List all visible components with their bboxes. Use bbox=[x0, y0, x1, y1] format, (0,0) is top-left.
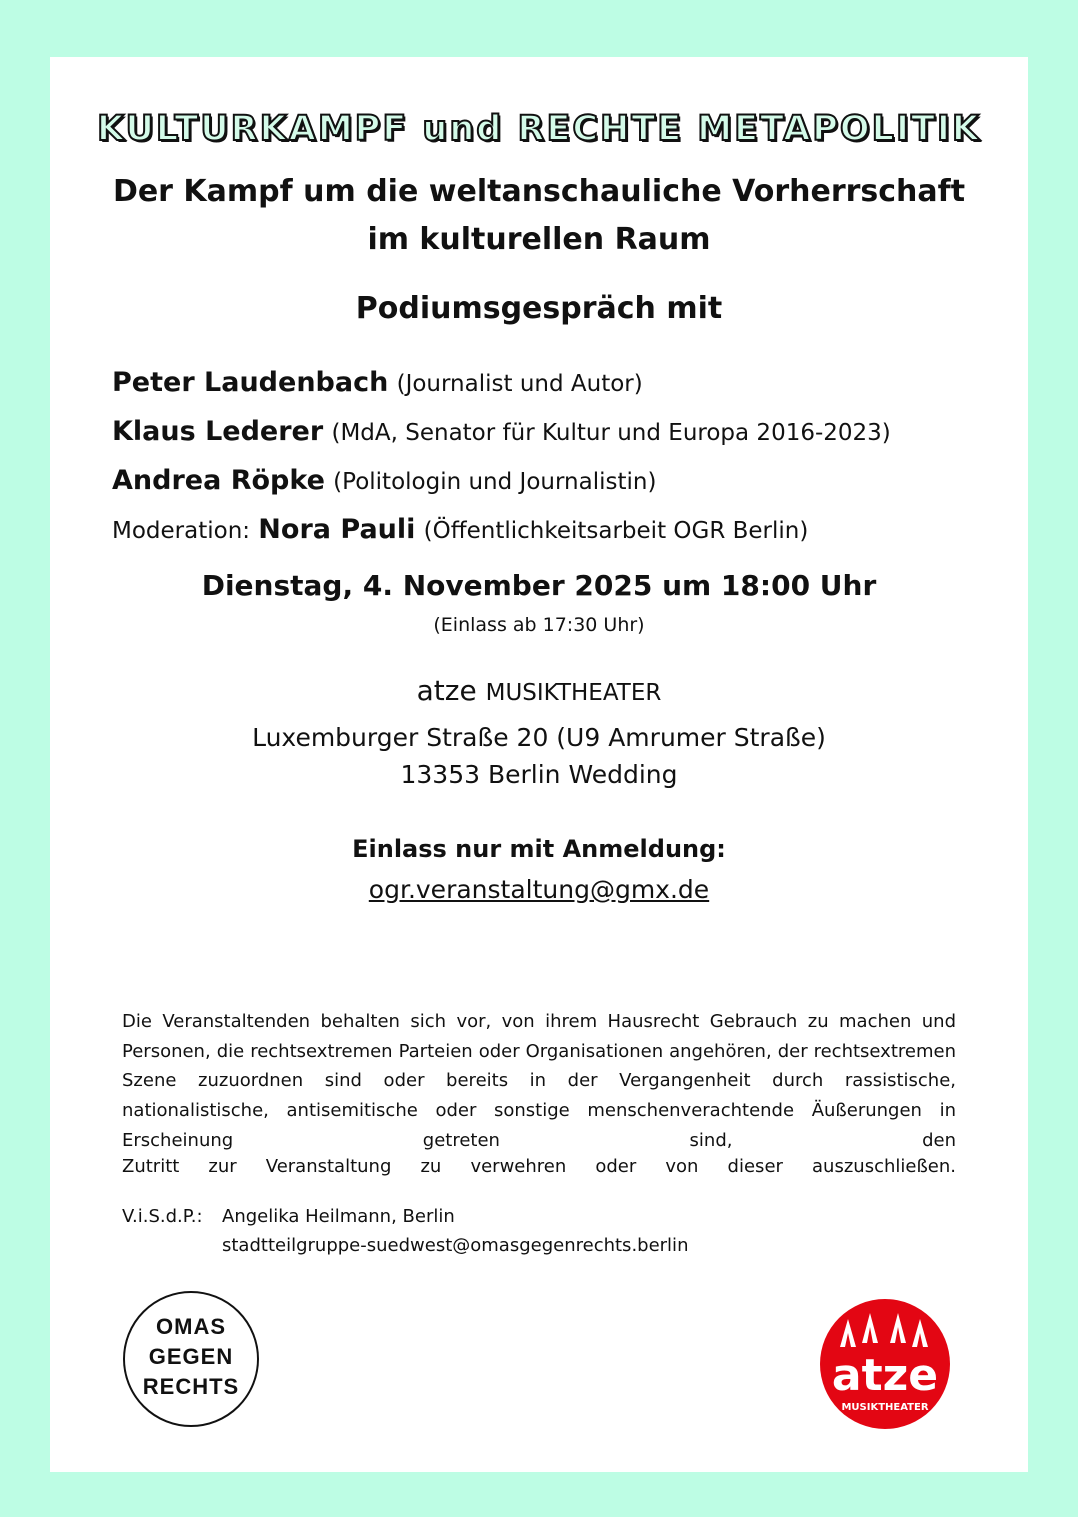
flyer-kicker: KULTURKAMPF und RECHTE METAPOLITIK bbox=[96, 109, 982, 149]
moderator-role: (Öffentlichkeitsarbeit OGR Berlin) bbox=[423, 518, 809, 544]
venue-name bbox=[50, 674, 1028, 707]
participant-name: Peter Laudenbach bbox=[112, 367, 389, 398]
imprint-label: V.i.S.d.P.: bbox=[122, 1206, 203, 1227]
participant-role: (Politologin und Journalistin) bbox=[333, 469, 657, 495]
event-date: Dienstag, 4. November 2025 um 18:00 Uhr bbox=[201, 569, 877, 602]
admission-time: (Einlass ab 17:30 Uhr) bbox=[433, 614, 645, 636]
logo-word: OMAS bbox=[156, 1314, 226, 1339]
disclaimer-last-line: Zutritt zur Veranstaltung zu verwehren oder von dieser auszuschließen. bbox=[122, 1156, 956, 1177]
participant bbox=[112, 408, 891, 457]
participant bbox=[112, 457, 891, 506]
registration-email-link[interactable]: ogr.veranstaltung@gmx.de bbox=[368, 875, 710, 904]
address-line-1: Luxemburger Straße 20 (U9 Amrumer Straße) bbox=[252, 723, 826, 752]
imprint bbox=[122, 1202, 688, 1260]
podium-heading: Podiumsgespräch mit bbox=[355, 291, 723, 326]
venue-name-word: atze bbox=[416, 674, 477, 707]
moderation bbox=[112, 506, 891, 555]
flyer-sheet bbox=[50, 57, 1028, 1472]
logo-word: RECHTS bbox=[142, 1374, 240, 1399]
moderator-name: Nora Pauli bbox=[258, 514, 416, 545]
subtitle-line-2: im kulturellen Raum bbox=[367, 222, 711, 257]
omas-gegen-rechts-logo bbox=[123, 1291, 259, 1427]
logo-musiktheater-word: MUSIKTHEATER bbox=[841, 1402, 929, 1413]
registration-label: Einlass nur mit Anmeldung: bbox=[352, 835, 726, 863]
participant-list bbox=[112, 359, 891, 555]
participant bbox=[112, 359, 891, 408]
participant-role: (MdA, Senator für Kultur und Europa 2016-2023) bbox=[331, 420, 891, 446]
subtitle-line-1: Der Kampf um die weltanschauliche Vorherrschaft bbox=[112, 174, 966, 209]
logo-word: GEGEN bbox=[148, 1344, 234, 1369]
address-line-2: 13353 Berlin Wedding bbox=[400, 760, 678, 789]
imprint-email: stadtteilgruppe-suedwest@omasgegenrechts.berlin bbox=[222, 1235, 689, 1256]
participant-name: Klaus Lederer bbox=[112, 416, 324, 447]
registration-email-row bbox=[50, 875, 1028, 904]
imprint-name: Angelika Heilmann, Berlin bbox=[222, 1206, 455, 1227]
atze-musiktheater-logo bbox=[818, 1297, 952, 1431]
participant-name: Andrea Röpke bbox=[112, 465, 325, 496]
venue-name-suffix: MUSIKTHEATER bbox=[485, 680, 662, 706]
logo-atze-word: atze bbox=[831, 1350, 939, 1401]
participant-role: (Journalist und Autor) bbox=[396, 371, 643, 397]
moderation-label: Moderation: bbox=[112, 518, 251, 544]
disclaimer-text: Die Veranstaltenden behalten sich vor, von ihrem Hausrecht Gebrauch zu machen und Personen, die rechtsextremen Parteien oder Organisationen angehören, der rechtsextremen Szene zuzuordnen sind oder bereits in der Vergangenheit durch rassistische, nationalistische, antisemitische oder sonstige menschenverachtende Äußerungen in Erscheinung getreten sind, den bbox=[122, 1011, 956, 1151]
